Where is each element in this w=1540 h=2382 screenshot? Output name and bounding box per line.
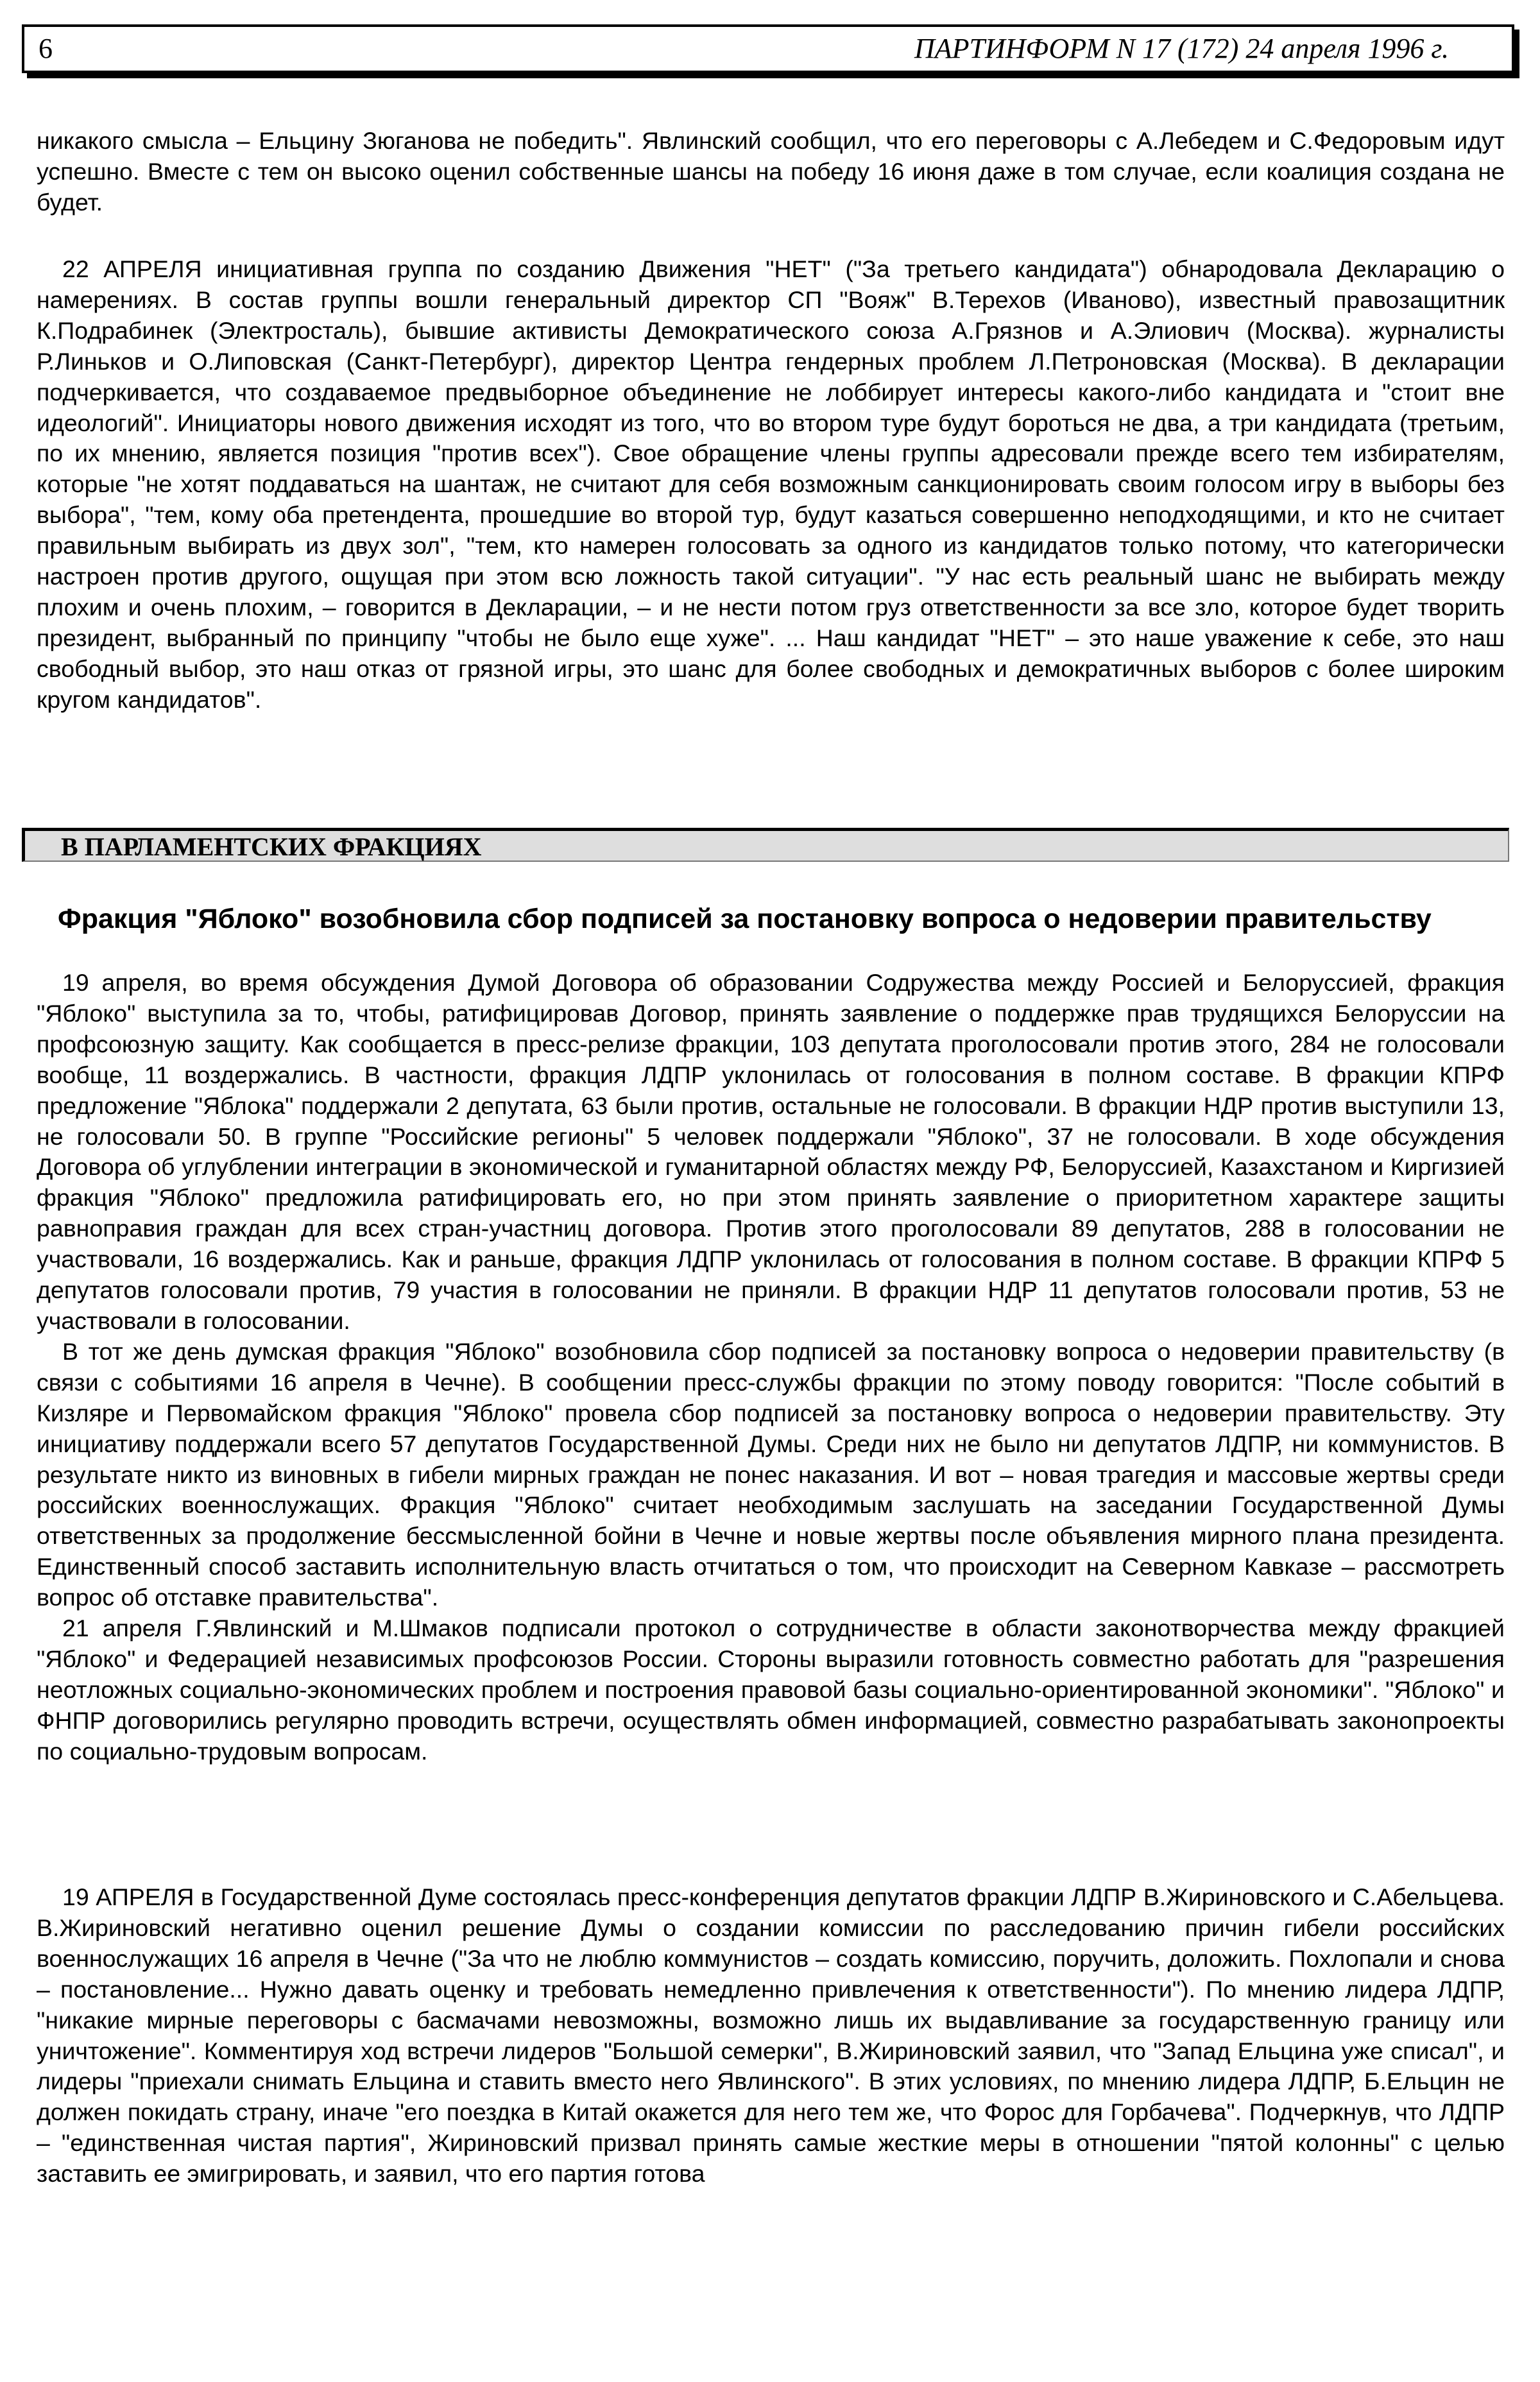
article-headline: Фракция "Яблоко" возобновила сбор подписей за постановку вопроса о недоверии правительству — [58, 904, 1432, 934]
page-number: 6 — [38, 33, 53, 64]
press-conference-block — [37, 1882, 1505, 2189]
article-body — [37, 968, 1505, 1767]
press-conference-paragraph: 19 АПРЕЛЯ в Государственной Думе состоялась пресс-конференция депутатов фракции ЛДПР В.Жириновского и С.Абельцева. В.Жириновский негативно оценил решение Думы о создании комиссии по расследованию причин гибели российских военнослужащих 16 апреля в Чечне ("За что не люблю коммунистов – создать комиссию, поручить, доложить. Похлопали и снова – постановление... Нужно давать оценку и требовать немедленно привлечения к ответственности"). По мнению лидера ЛДПР, "никакие мирные переговоры с басмачами невозможны, возможно лишь их выдавливание за государственную границу или уничтожение". Комментируя ход встречи лидеров "Большой семерки", В.Жириновский заявил, что "Запад Ельцина уже списал", и лидеры "приехали снимать Ельцина и ставить вместо него Явлинского". В этих условиях, по мнению лидера ЛДПР, Б.Ельцин не должен покидать страну, иначе "его поездка в Китай окажется для него тем же, что Форос для Горбачева". Подчеркнув, что ЛДПР – "единственная чистая партия", Жириновский призвал принять самые жесткие меры в отношении "пятой колонны" с целью заставить ее эмигрировать, и заявил, что его партия готова — [37, 1883, 1505, 2188]
masthead: ПАРТИНФОРМ N 17 (172) 24 апреля 1996 г. — [914, 33, 1449, 64]
page-header — [22, 24, 1514, 73]
continuation-paragraph: никакого смысла – Ельцину Зюганова не победить". Явлинский сообщил, что его переговоры с А.Лебедем и С.Федоровым идут успешно. Вместе с тем он высоко оценил собственные шансы на победу 16 июня даже в том случае, если коалиция создана не будет. — [37, 127, 1505, 216]
article-paragraph: 21 апреля Г.Явлинский и М.Шмаков подписали протокол о сотрудничестве в области законотворчества между фракцией "Яблоко" и Федерацией независимых профсоюзов России. Стороны выразили готовность совместно работать для "разрешения неотложных социально-экономических проблем и построения правовой базы социально-ориентированной экономики". "Яблоко" и ФНПР договорились регулярно проводить встречи, осуществлять обмен информацией, совместно разрабатывать законопроекты по социально-трудовым вопросам. — [37, 1615, 1505, 1765]
article-paragraph: 19 апреля, во время обсуждения Думой Договора об образовании Содружества между Россией и Белоруссией, фракция "Яблоко" выступила за то, чтобы, ратифицировав Договор, принять заявление о поддержке прав трудящихся Белоруссии на профсоюзную защиту. Как сообщается в пресс-релизе фракции, 103 депутата проголосовали против этого, 284 не голосовали вообще, 11 воздержались. В частности, фракция ЛДПР уклонилась от голосования в полном составе. В фракции КПРФ предложение "Яблока" поддержали 2 депутата, 63 были против, остальные не голосовали. В фракции НДР против выступили 13, не голосовали 50. В группе "Российские регионы" 5 человек поддержали "Яблоко", 37 не голосовали. В ходе обсуждения Договора об углублении интеграции в экономической и гуманитарной областях между РФ, Белоруссией, Казахстаном и Киргизией фракция "Яблоко" предложила ратифицировать его, но при этом принять заявление о приоритетном характере защиты равноправия граждан для всех стран-участниц договора. Против этого проголосовали 89 депутатов, 288 в голосовании не участвовали, 16 воздержались. Как и раньше, фракция ЛДПР уклонилась от голосования в полном составе. В фракции КПРФ 5 депутатов голосовали против, 79 участия в голосовании не приняли. В фракции НДР 11 депутатов голосовали против, 53 не участвовали в голосовании. — [37, 969, 1505, 1334]
top-continuation-block — [37, 126, 1505, 218]
article-paragraph: В тот же день думская фракция "Яблоко" возобновила сбор подписей за постановку вопроса о недоверии правительству (в связи с событиями 16 апреля в Чечне). В сообщении пресс-службы фракции по этому поводу говорится: "После событий в Кизляре и Первомайском фракция "Яблоко" провела сбор подписей за постановку вопроса о недоверии правительству. Эту инициативу поддержали всего 57 депутатов Государственной Думы. Среди них не было ни депутатов ЛДПР, ни коммунистов. В результате никто из виновных в гибели мирных граждан не понес наказания. И вот – новая трагедия и массовые жертвы среди российских военнослужащих. Фракция "Яблоко" считает необходимым заслушать на заседании Государственной Думы ответственных за продолжение бессмысленной бойни в Чечне и новые жертвы после объявления мирного плана президента. Единственный способ заставить исполнительную власть отчитаться о том, что происходит на Северном Кавказе – рассмотреть вопрос об отставке правительства". — [37, 1337, 1505, 1611]
section-title: В ПАРЛАМЕНТСКИХ ФРАКЦИЯХ — [61, 832, 482, 861]
declaration-block — [37, 254, 1505, 715]
section-banner — [22, 828, 1509, 862]
declaration-paragraph: 22 АПРЕЛЯ инициативная группа по созданию Движения "НЕТ" ("За третьего кандидата") обнародовала Декларацию о намерениях. В состав группы вошли генеральный директор СП "Вояж" В.Терехов (Иваново), известный правозащитник К.Подрабинек (Электросталь), бывшие активисты Демократического союза А.Грязнов и А.Элиович (Москва). журналисты Р.Линьков и О.Липовская (Санкт-Петербург), директор Центра гендерных проблем Л.Петроновская (Москва). В декларации подчеркивается, что создаваемое предвыборное объединение не лоббирует интересы какого-либо кандидата и "стоит вне идеологий". Инициаторы нового движения исходят из того, что во втором туре будут бороться не два, а три кандидата (третьим, по их мнению, является позиция "против всех"). Свое обращение члены группы адресовали прежде всего тем избирателям, которые "не хотят поддаваться на шантаж, не считают для себя возможным санкционировать своим голосом игру в выборы без выбора", "тем, кому оба претендента, прошедшие во второй тур, будут казаться совершенно неподходящими, и кто не считает правильным выбирать из двух зол", "тем, кто намерен голосовать за одного из кандидатов только потому, что категорически настроен против другого, ощущая при этом всю ложность такой ситуации". "У нас есть реальный шанс не выбирать между плохим и очень плохим, – говорится в Декларации, – и не нести потом груз ответственности за все зло, которое будет творить президент, выбранный по принципу "чтобы не было еще хуже". ... Наш кандидат "НЕТ" – это наше уважение к себе, это наш свободный выбор, это наш отказ от грязной игры, это шанс для более свободных и демократичных выборов с более широким кругом кандидатов". — [37, 255, 1505, 713]
